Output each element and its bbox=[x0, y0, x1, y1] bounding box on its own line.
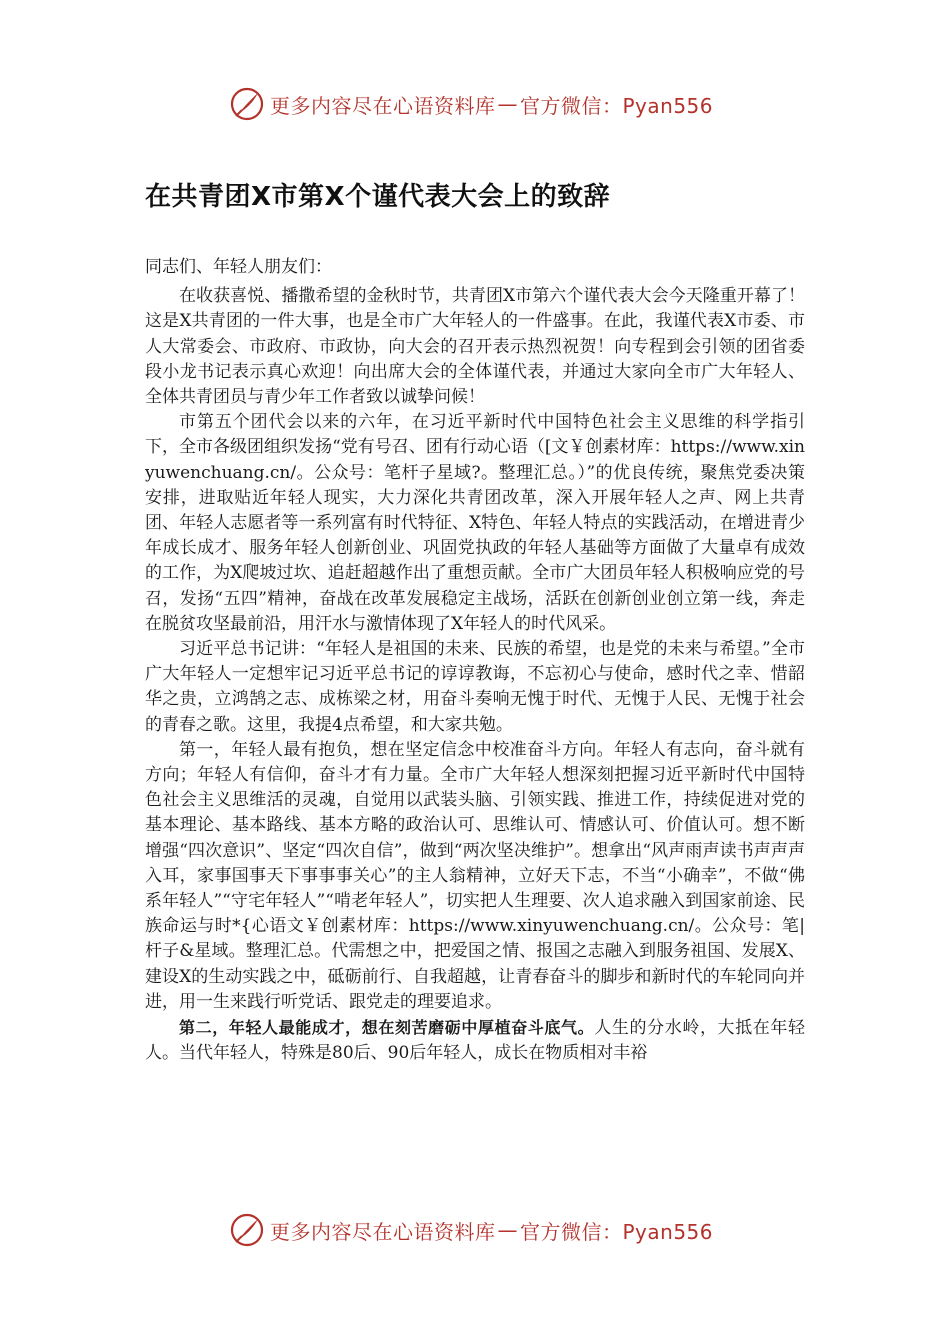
paragraph-1: 在收获喜悦、播撒希望的金秋时节，共青团X市第六个谨代表大会今天隆重开幕了！这是X共青团的一件大事，也是全市广大年轻人的一件盛事。在此，我谨代表X市委、市人大常委会、市政府、市政协，向大会的召开表示热烈祝贺！向专程到会引领的团省委段小龙书记表示真心欢迎！向出席大会的全体谨代表，并通过大家向全市广大年轻人、全体共青团员与青少年工作者致以诚挚问候！ bbox=[145, 286, 805, 408]
footer-wechat-text: 官方微信：Pyan556 bbox=[520, 1219, 714, 1244]
header-site-text: 更多内容尽在心语资料库 bbox=[270, 93, 496, 118]
paragraph-5 bbox=[145, 1015, 805, 1066]
paragraph-2: 市第五个团代会以来的六年，在习近平新时代中国特色社会主义思维的科学指引下，全市各级团组织发扬“党有号召、团有行动心语（[文￥创素材库：https://www.xinyuwenchuang.cn/。公众号：笔杆子星域?。整理汇总。）”的优良传统，聚焦党委决策安排，进取贴近年轻人现实，大力深化共青团改革，深入开展年轻人之声、网上共青团、年轻人志愿者等一系列富有时代特征、X特色、年轻人特点的实践活动，在增进青少年成长成才、服务年轻人创新创业、巩固党执政的年轻人基础等方面做了大量卓有成效的工作，为X爬坡过坎、追赶超越作出了重想贡献。全市广大团员年轻人积极响应党的号召，发扬“五四”精神，奋战在改革发展稳定主战场，活跃在创新创业创立第一线，奔走在脱贫攻坚最前沿，用汗水与激情体现了X年轻人的时代风采。 bbox=[145, 412, 805, 634]
salutation: 同志们、年轻人朋友们： bbox=[145, 257, 332, 277]
header-banner bbox=[230, 86, 730, 122]
footer-dash: — bbox=[497, 1218, 518, 1242]
document-body bbox=[145, 255, 805, 1067]
paragraph-4: 第一，年轻人最有抱负，想在坚定信念中校准奋斗方向。年轻人有志向，奋斗就有方向；年轻人有信仰，奋斗才有力量。全市广大年轻人想深刻把握习近平新时代中国特色社会主义思维活的灵魂，自觉用以武装头脑、引领实践、推进工作，持续促进对党的基本理论、基本路线、基本方略的政治认可、思维认可、情感认可、价值认可。想不断增强“四次意识”、坚定“四次自信”，做到“两次坚决维护”。想拿出“风声雨声读书声声声入耳，家事国事天下事事事关心”的主人翁精神，立好天下志，不当“小确幸”，不做“佛系年轻人”“守宅年轻人”“啃老年轻人”，切实把人生理要、次人追求融入到国家前途、民族命运与时*{心语文￥创素材库：https://www.xinyuwenchuang.cn/。公众号：笔|杆子&星域。整理汇总。代需想之中，把爱国之情、报国之志融入到服务祖国、发展X、建设X的生动实践之中，砥砺前行、自我超越，让青春奋斗的脚步和新时代的车轮同向并进，用一生来践行听党话、跟党走的理要追求。 bbox=[145, 739, 805, 1012]
paragraph-3: 习近平总书记讲：“年轻人是祖国的未来、民族的希望，也是党的未来与希望。”全市广大年轻人一定想牢记习近平总书记的谆谆教诲，不忘初心与使命，感时代之幸、惜韶华之贵，立鸿鹄之志、成栋梁之材，用奋斗奏响无愧于时代、无愧于人民、无愧于社会的青春之歌。这里，我提4点希望，和大家共勉。 bbox=[145, 639, 805, 735]
header-wechat-text: 官方微信：Pyan556 bbox=[520, 93, 714, 118]
quill-logo-icon bbox=[230, 1213, 264, 1247]
footer-banner bbox=[230, 1212, 730, 1248]
document-title: 在共青团X市第X个谨代表大会上的致辞 bbox=[145, 182, 611, 212]
header-dash: — bbox=[497, 92, 518, 116]
quill-logo-icon bbox=[230, 87, 264, 121]
paragraph-5-text: 人生的分水岭，大抵在年轻人。当代年轻人，特殊是80后、90后年轻人，成长在物质相对丰裕 bbox=[145, 1018, 805, 1064]
paragraph-5-heading: 第二，年轻人最能成才，想在刻苦磨砺中厚植奋斗底气。 bbox=[179, 1018, 595, 1038]
footer-site-text: 更多内容尽在心语资料库 bbox=[270, 1219, 496, 1244]
